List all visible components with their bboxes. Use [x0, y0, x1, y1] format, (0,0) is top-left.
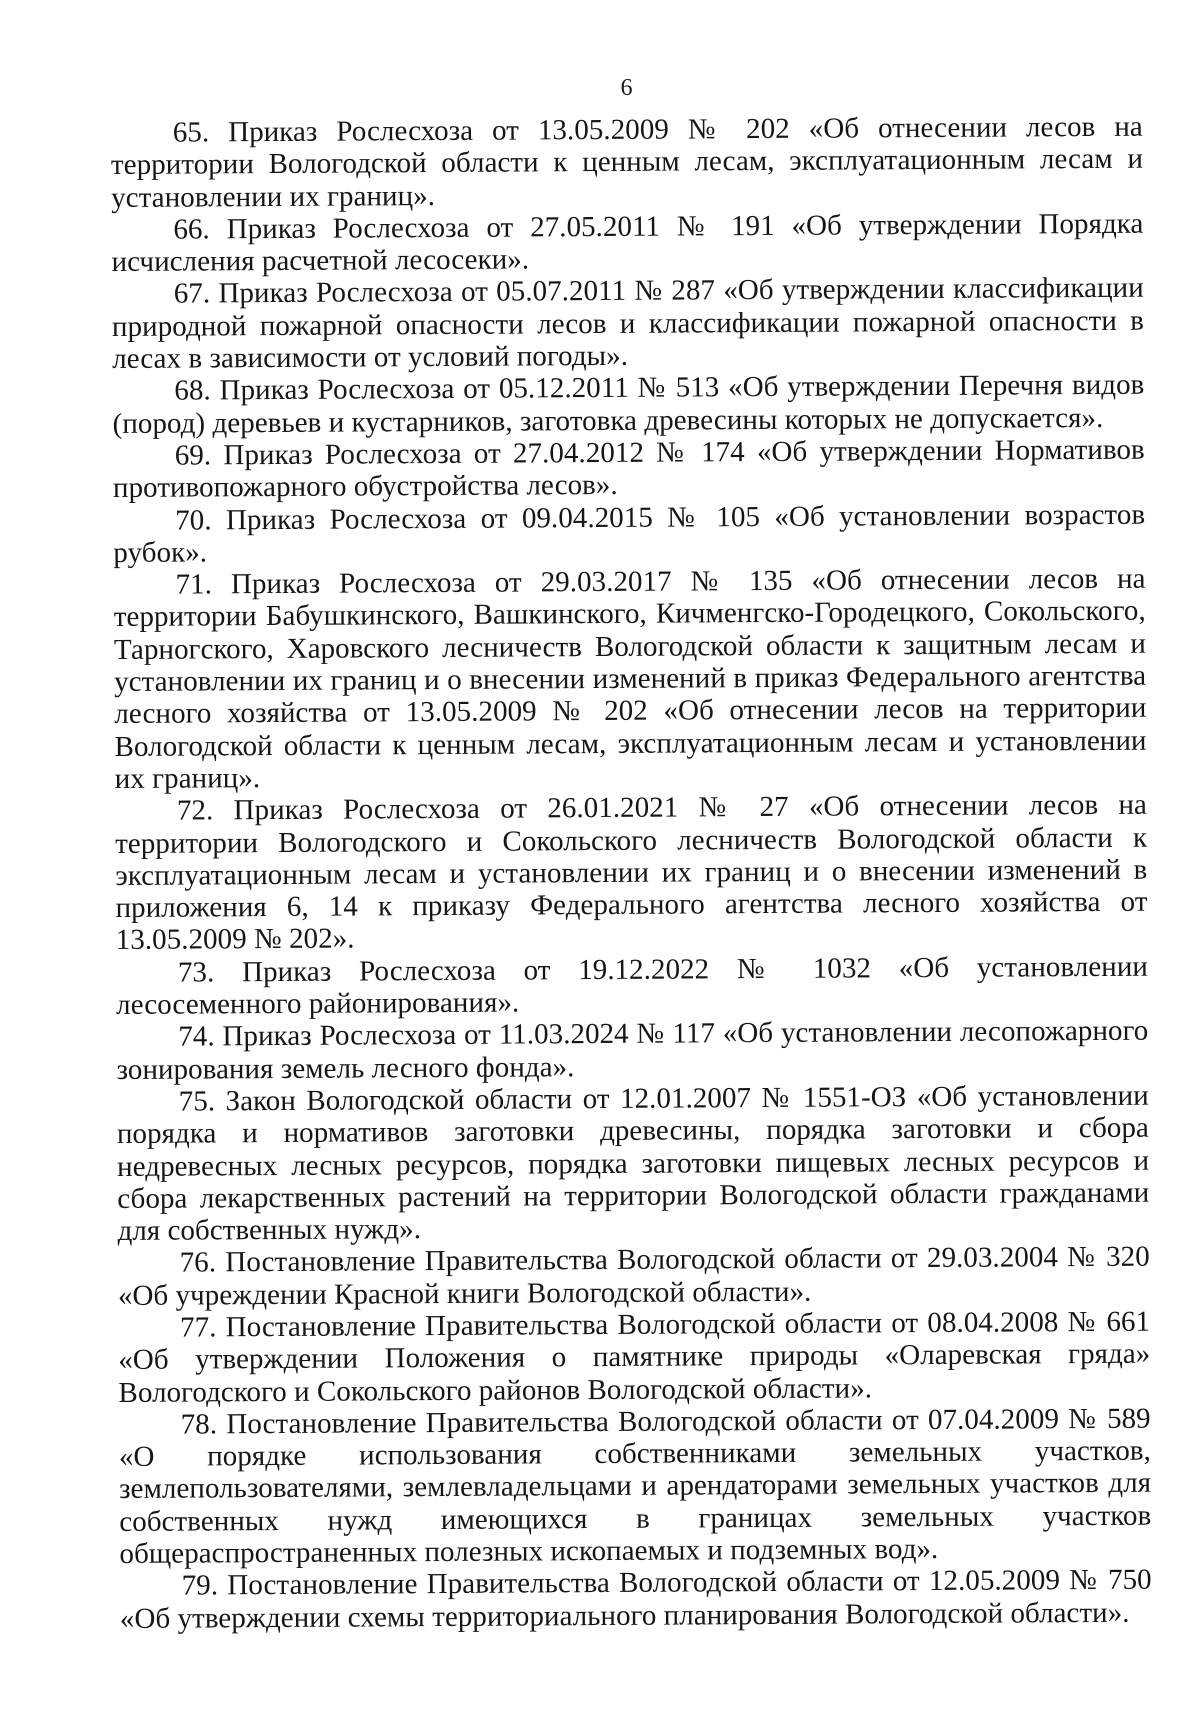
page-number: 6: [620, 74, 633, 101]
list-item: 67. Приказ Рослесхоза от 05.07.2011 № 287 «Об утверждении классификации природной пожарной опасности лесов и классификации пожарной опасности в лесах в зависимости от условий погоды».: [111, 272, 1145, 376]
list-item: 75. Закон Вологодской области от 12.01.2007 № 1551-ОЗ «Об установлении порядка и нормативов заготовки древесины, порядка заготовки и сбора недревесных лесных ресурсов, порядка заготовки пищевых лесных ресурсов и сбора лекарственных растений на территории Вологодской области гражданами для собственных нужд».: [116, 1079, 1150, 1248]
list-item: 79. Постановление Правительства Вологодской области от 12.05.2009 № 750 «Об утверждении схемы территориального планирования Вологодской области».: [119, 1564, 1152, 1635]
list-item: 73. Приказ Рослесхоза от 19.12.2022 № 1032 «Об установлении лесосеменного районирования».: [116, 950, 1149, 1021]
list-item: 68. Приказ Рослесхоза от 05.12.2011 № 513 «Об утверждении Перечня видов (пород) деревьев и кустарников, заготовка древесины которых не допускается».: [112, 369, 1145, 440]
legal-acts-list: [111, 111, 1152, 1635]
list-item: 77. Постановление Правительства Вологодской области от 08.04.2008 № 661 «Об утверждении Положения о памятнике природы «Оларевская гряда» Вологодского и Сокольского районов Вологодской области».: [118, 1305, 1151, 1409]
list-item: 66. Приказ Рослесхоза от 27.05.2011 № 191 «Об утверждении Порядка исчисления расчетной лесосеки».: [111, 207, 1144, 279]
list-item: 71. Приказ Рослесхоза от 29.03.2017 № 135 «Об отнесении лесов на территории Бабушкинского, Вашкинского, Кичменгско-Городецкого, Сокольского, Тарногского, Харовского лесничеств Вологодской области к защитным лесам и установлении их границ и о внесении изменений в приказ Федерального агентства лесного хозяйства от 13.05.2009 № 202 «Об отнесении лесов на территории Вологодской области к ценным лесам, эксплуатационным лесам и установлении их границ».: [113, 562, 1147, 795]
list-item: 72. Приказ Рослесхоза от 26.01.2021 № 27 «Об отнесении лесов на территории Вологодского и Сокольского лесничеств Вологодской области к эксплуатационным лесам и установлении их границ и о внесении изменений в приложения 6, 14 к приказу Федерального агентства лесного хозяйства от 13.05.2009 № 202».: [115, 788, 1148, 957]
list-item: 65. Приказ Рослесхоза от 13.05.2009 № 202 «Об отнесении лесов на территории Вологодской области к ценным лесам, эксплуатационным лесам и установлении их границ».: [110, 110, 1144, 214]
list-item: 76. Постановление Правительства Вологодской области от 29.03.2004 № 320 «Об учреждении Красной книги Вологодской области».: [117, 1241, 1150, 1312]
list-item: 69. Приказ Рослесхоза от 27.04.2012 № 174 «Об утверждении Нормативов противопожарного обустройства лесов».: [112, 433, 1145, 505]
list-item: 70. Приказ Рослесхоза от 09.04.2015 № 105 «Об установлении возрастов рубок».: [113, 498, 1146, 569]
list-item: 74. Приказ Рослесхоза от 11.03.2024 № 117 «Об установлении лесопожарного зонирования земель лесного фонда».: [116, 1014, 1149, 1086]
list-item: 78. Постановление Правительства Вологодской области от 07.04.2009 № 589 «О порядке использования собственниками земельных участков, землепользователями, землевладельцами и арендаторами земельных участков для собственных нужд имеющихся в границах земельных участков общераспространенных полезных ископаемых и подземных вод».: [118, 1402, 1152, 1571]
